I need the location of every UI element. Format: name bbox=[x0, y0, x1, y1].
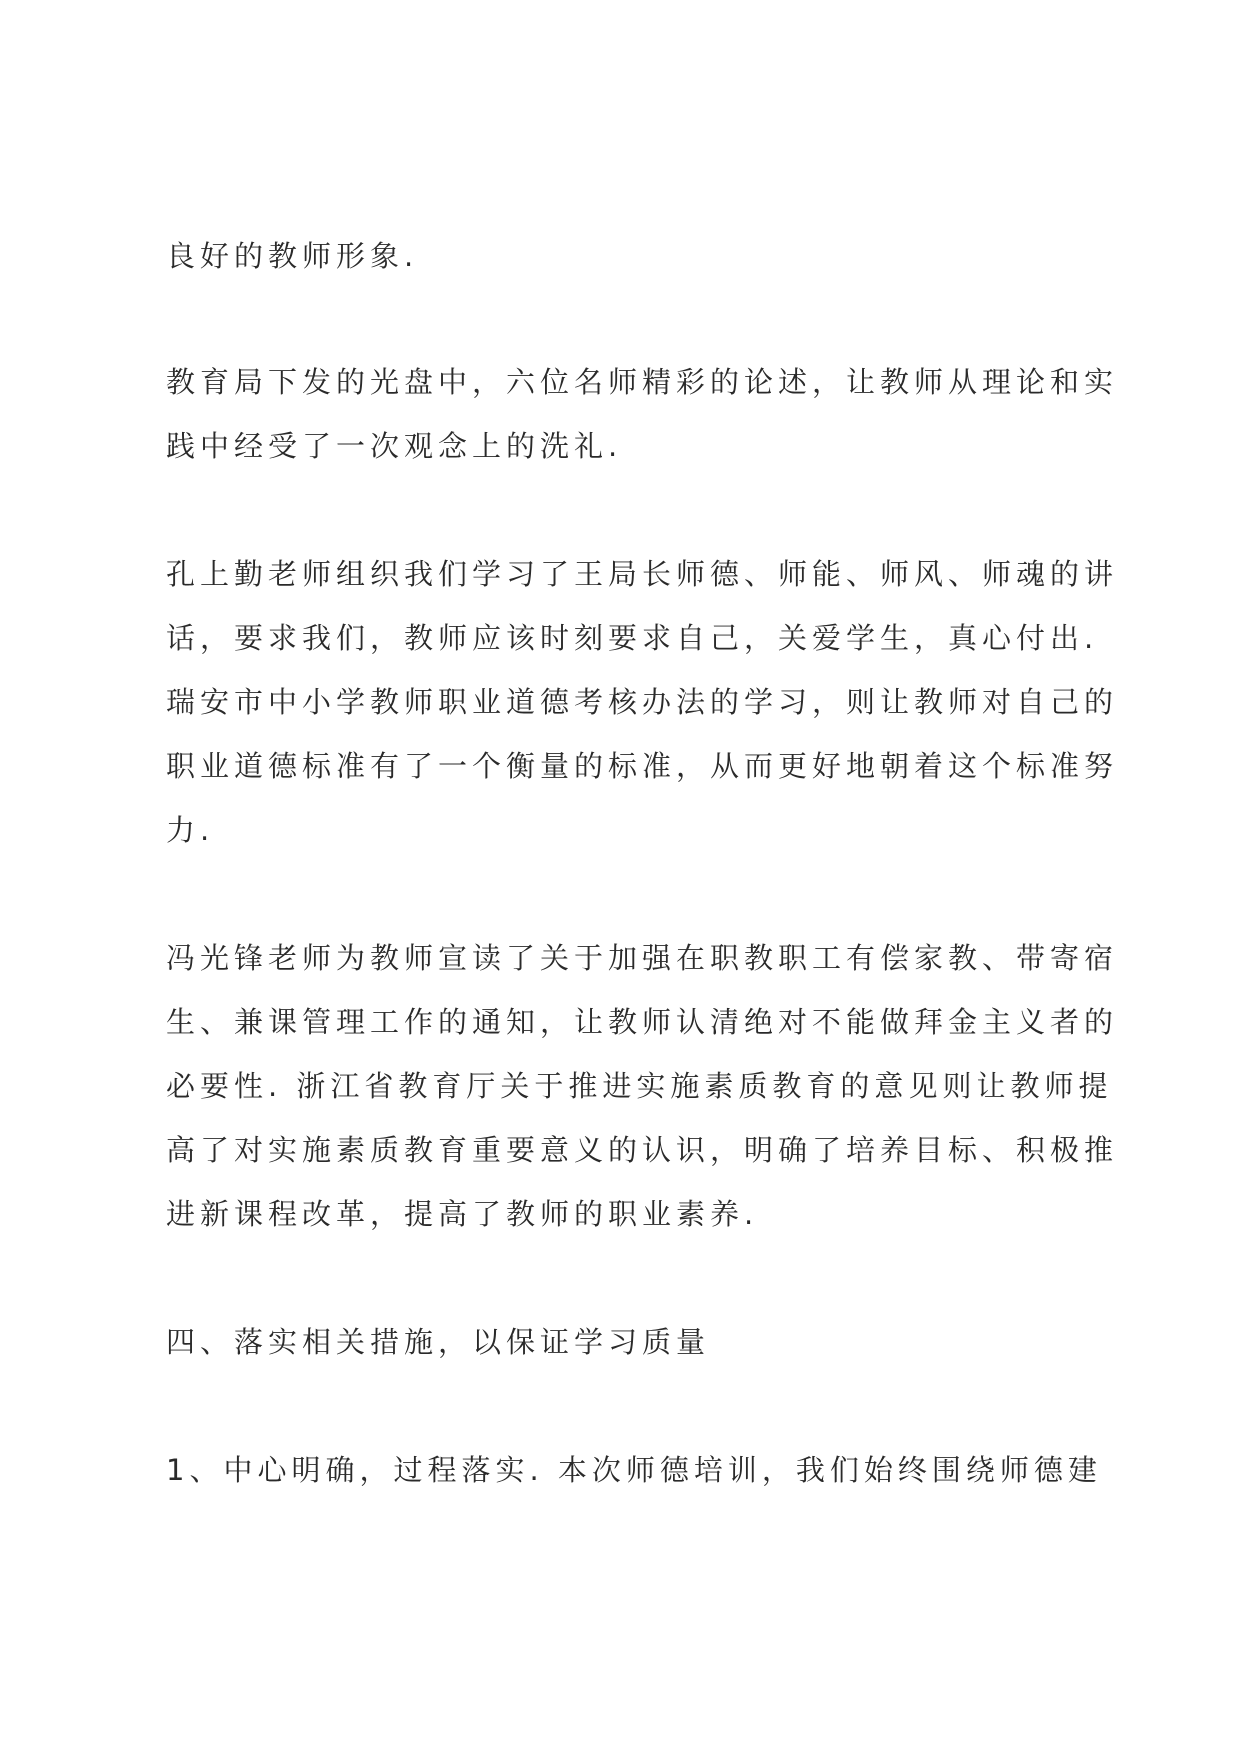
text-line: 四、落实相关措施，以保证学习质量 bbox=[166, 1325, 711, 1359]
paragraph bbox=[166, 926, 1119, 1246]
text-line: 冯光锋老师为教师宣读了关于加强在职教职工有偿家教、带寄宿 bbox=[166, 941, 1119, 975]
text-line: 话，要求我们，教师应该时刻要求自己，关爱学生，真心付出. bbox=[166, 621, 1099, 655]
text-line: 生、兼课管理工作的通知，让教师认清绝对不能做拜金主义者的 bbox=[166, 1005, 1119, 1039]
text-line: 孔上勤老师组织我们学习了王局长师德、师能、师风、师魂的讲 bbox=[166, 557, 1119, 591]
text-line: 进新课程改革，提高了教师的职业素养. bbox=[166, 1197, 759, 1231]
paragraph bbox=[166, 1438, 1102, 1502]
text-line: 1、中心明确，过程落实. 本次师德培训，我们始终围绕师德建 bbox=[166, 1453, 1102, 1487]
text-line: 瑞安市中小学教师职业道德考核办法的学习，则让教师对自己的 bbox=[166, 685, 1119, 719]
section-heading bbox=[166, 1310, 1096, 1374]
paragraph bbox=[166, 542, 1119, 862]
text-line: 力. bbox=[166, 813, 215, 847]
text-line: 职业道德标准有了一个衡量的标准，从而更好地朝着这个标准努 bbox=[166, 749, 1119, 783]
text-line: 良好的教师形象. bbox=[166, 239, 419, 273]
text-line: 必要性. 浙江省教育厅关于推进实施素质教育的意见则让教师提 bbox=[166, 1069, 1113, 1103]
paragraph bbox=[166, 224, 1096, 288]
text-line: 践中经受了一次观念上的洗礼. bbox=[166, 429, 623, 463]
text-line: 高了对实施素质教育重要意义的认识，明确了培养目标、积极推 bbox=[166, 1133, 1119, 1167]
paragraph bbox=[166, 350, 1119, 478]
text-line: 教育局下发的光盘中，六位名师精彩的论述，让教师从理论和实 bbox=[166, 365, 1119, 399]
